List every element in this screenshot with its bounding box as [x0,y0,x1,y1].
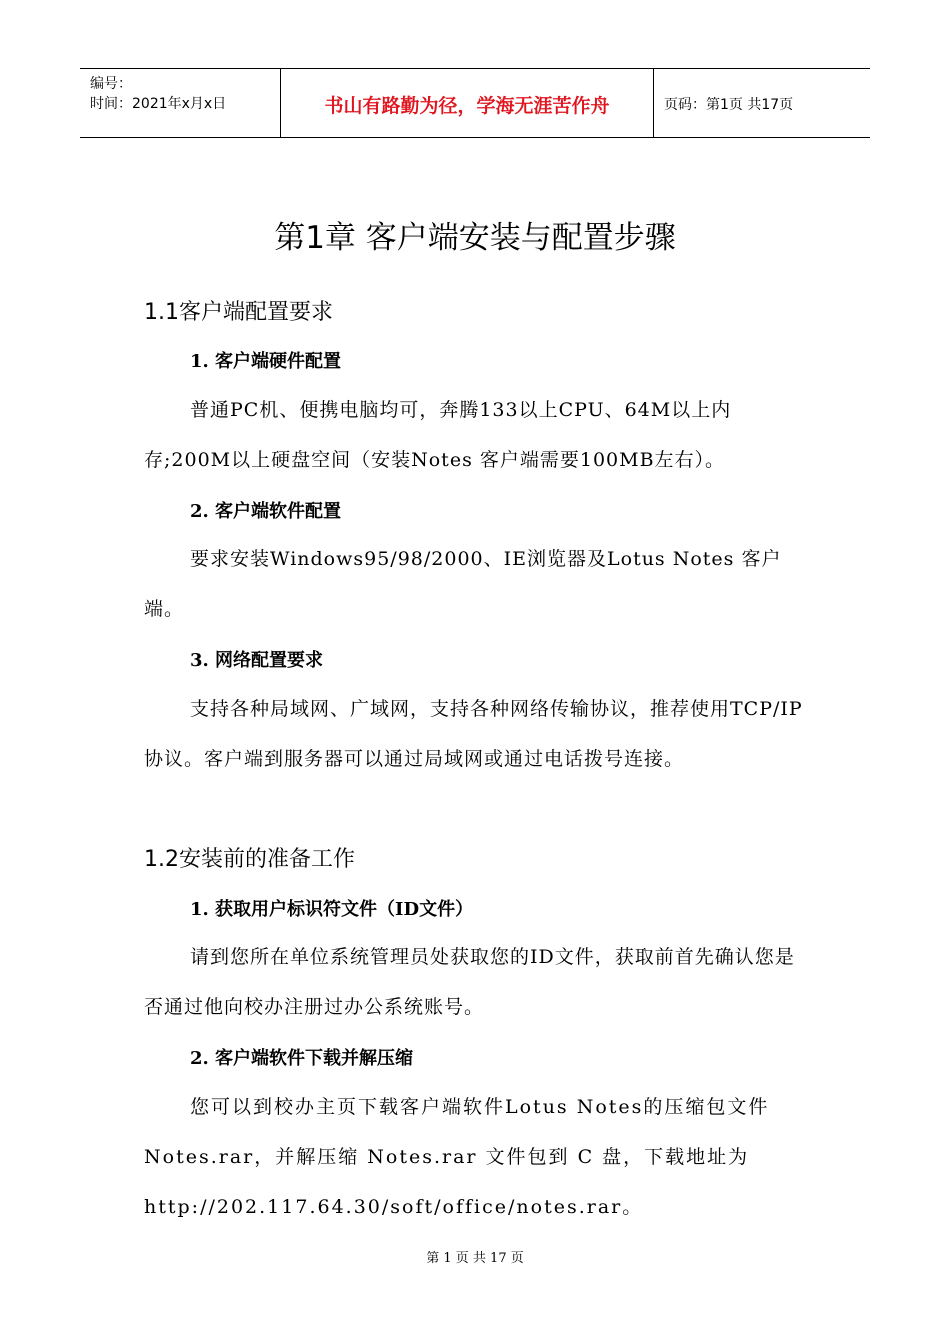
paragraph-hardware: 普通PC机、便携电脑均可，奔腾133以上CPU、64M以上内存;200M以上硬盘空间（安装Notes 客户端需要100MB左右）。 [144,399,732,471]
header-cell-page [654,69,870,137]
header-cell-motto [281,69,654,137]
paragraph-software: 要求安装Windows95/98/2000、IE浏览器及Lotus Notes 客户端。 [144,548,782,620]
header-table [80,68,870,138]
code-label: 编号： [90,76,132,92]
page-code: 页码：第1页 共17页 [664,97,794,113]
subsection-title-software: 2. 客户端软件配置 [190,501,342,522]
section-title-1-1: 1.1客户端配置要求 [144,300,333,325]
subsection-title-hardware: 1. 客户端硬件配置 [190,351,342,372]
subsection-title-network: 3. 网络配置要求 [190,650,324,671]
motto-text: 书山有路勤为径，学海无涯苦作舟 [324,95,610,117]
date-label: 时间：2021年x月x日 [90,96,227,112]
paragraph-network: 支持各种局域网、广域网，支持各种网络传输协议，推荐使用TCP/IP协议。客户端到服务器可以通过局域网或通过电话拨号连接。 [144,698,803,770]
subsection-title-download: 2. 客户端软件下载并解压缩 [190,1048,414,1069]
page-footer: 第 1 页 共 17 页 [426,1251,524,1266]
paragraph-download: 您可以到校办主页下载客户端软件Lotus Notes的压缩包文件Notes.rar，并解压缩 Notes.rar 文件包到 C 盘，下载地址为http://202.117.64.30/soft/office/notes.rar。 [144,1096,770,1218]
chapter-title: 第1章 客户端安装与配置步骤 [274,220,676,256]
section-title-1-2: 1.2安装前的准备工作 [144,847,355,872]
paragraph-id-file: 请到您所在单位系统管理员处获取您的ID文件，获取前首先确认您是否通过他向校办注册过办公系统账号。 [144,946,795,1018]
header-cell-info [80,69,281,137]
subsection-title-id-file: 1. 获取用户标识符文件（ID文件） [190,899,474,920]
